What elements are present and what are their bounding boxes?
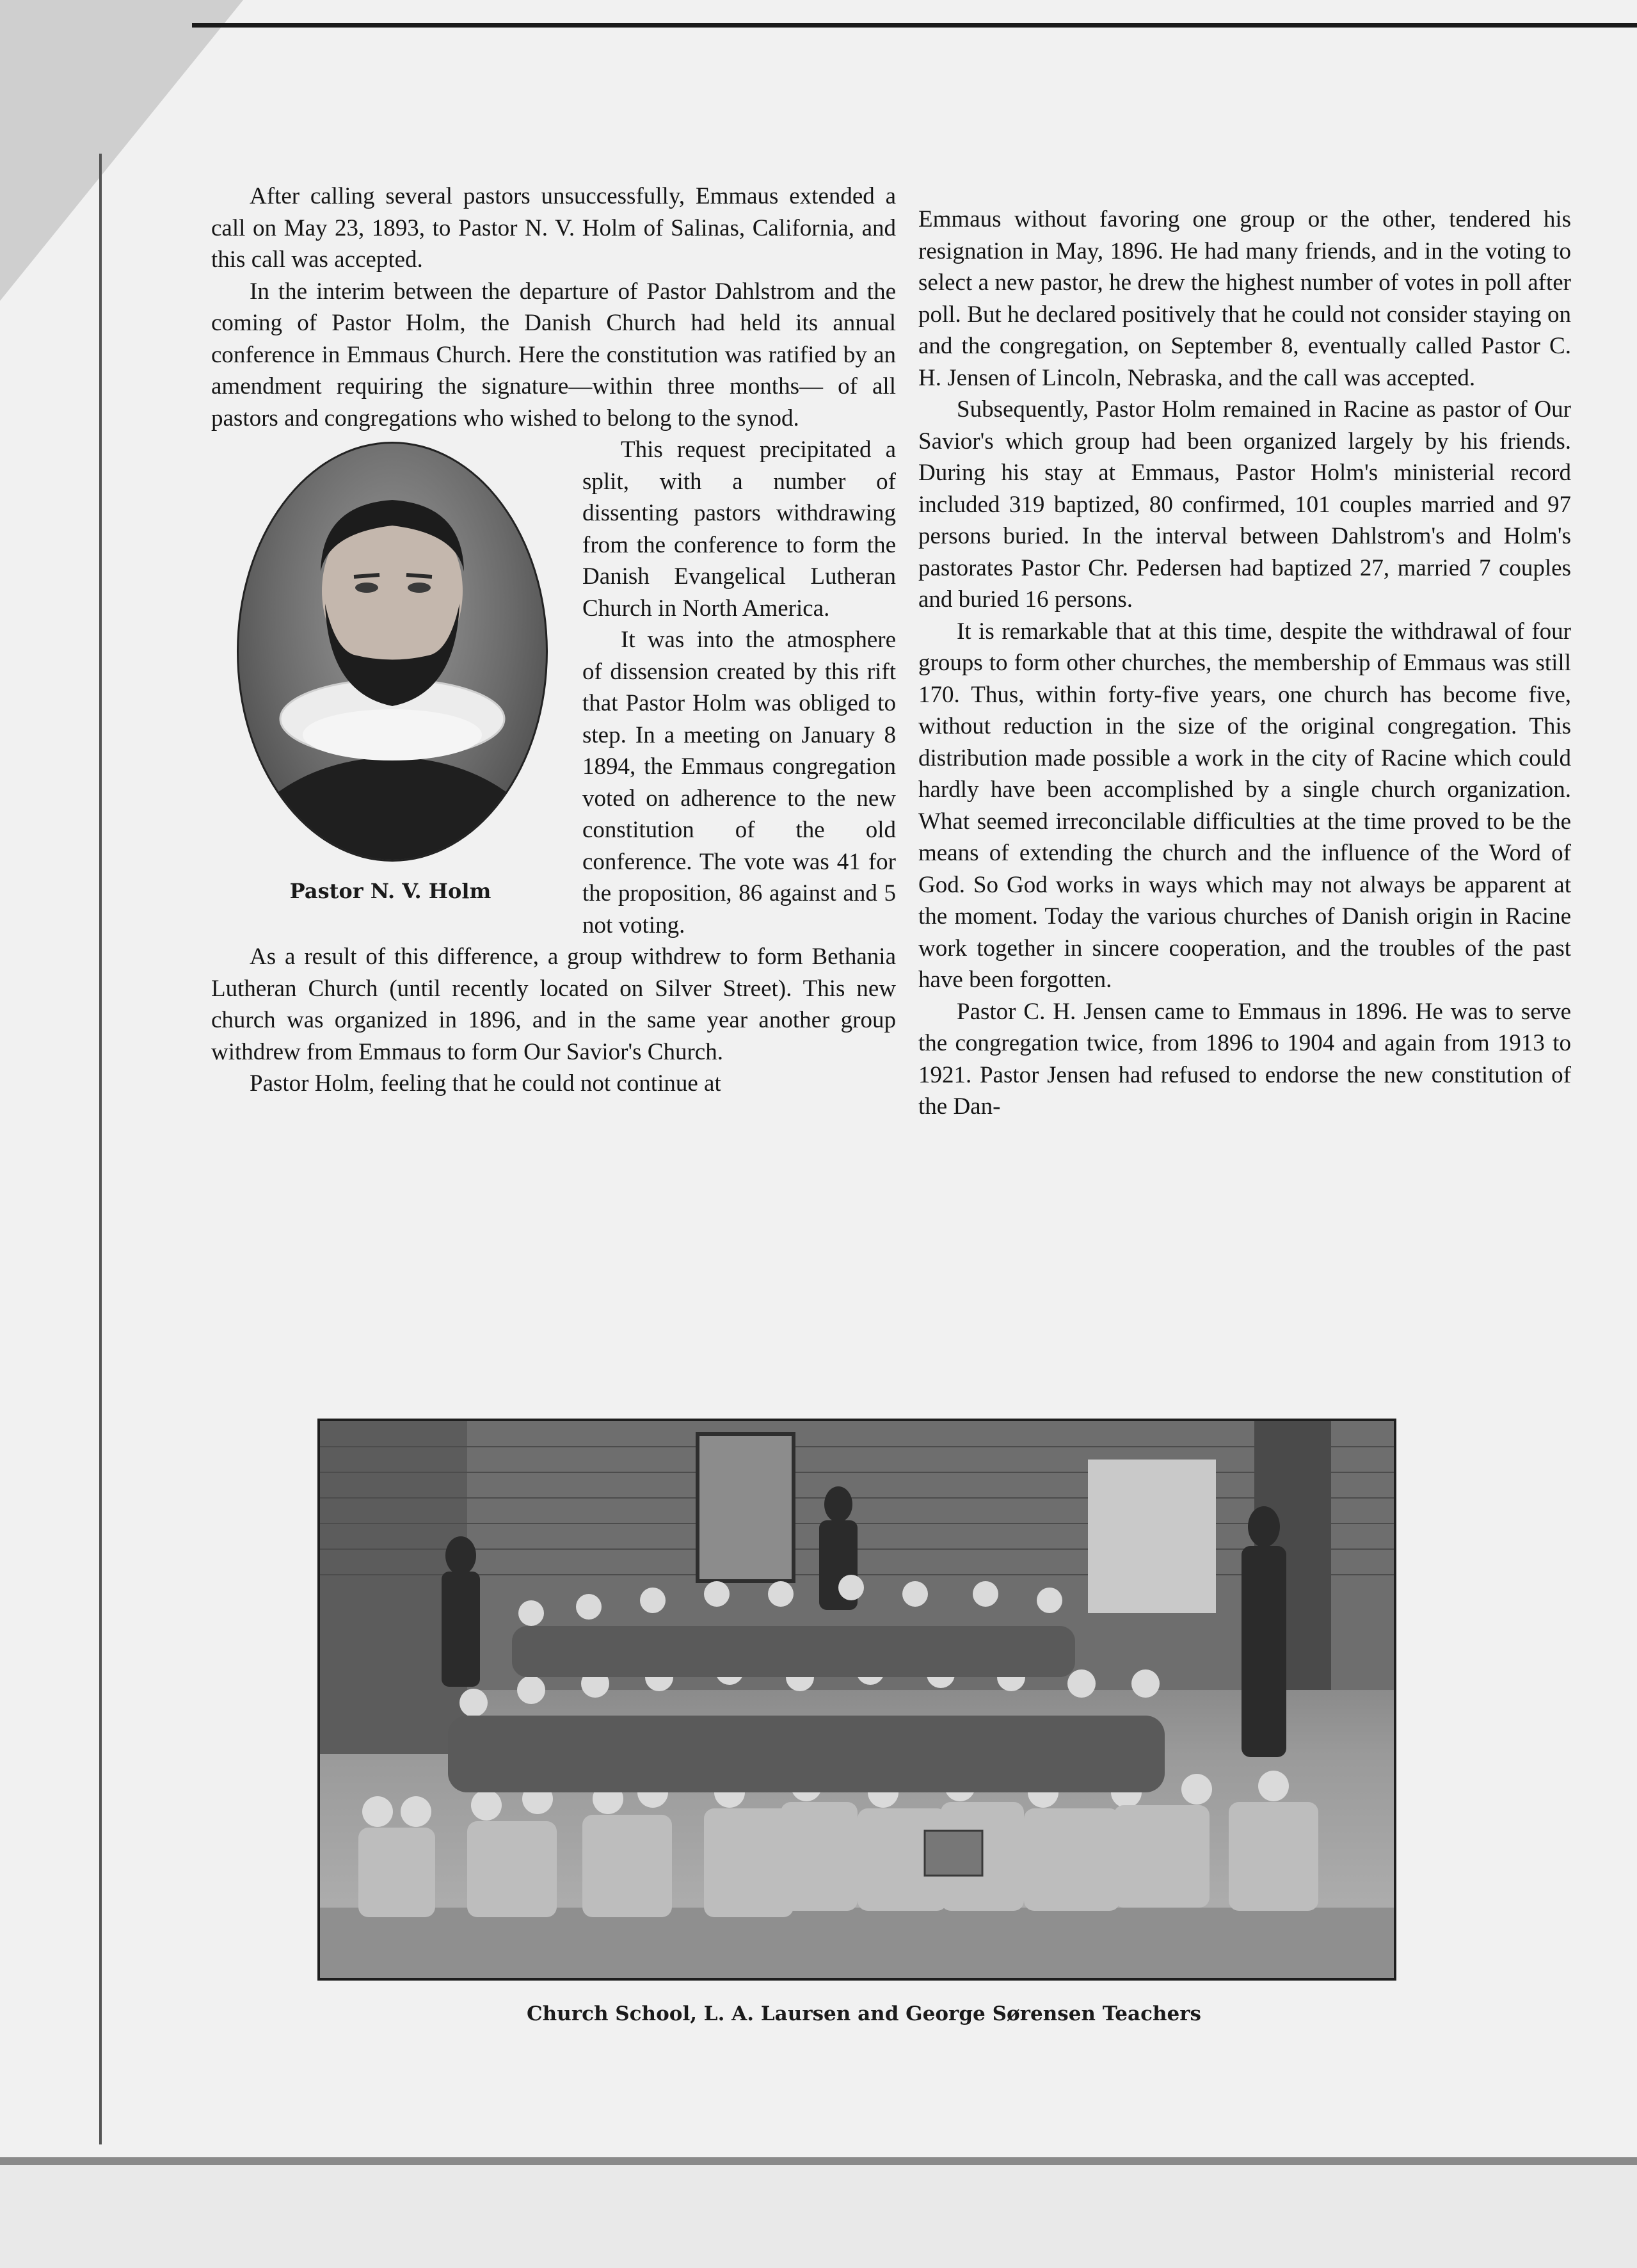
paragraph: Pastor C. H. Jensen came to Emmaus in 1896. He was to serve the congregation twice, from 1896 to 1904 and again from 1913 to 1921. Pastor Jensen had refused to endorse the new constitution of the Dan- — [918, 998, 1571, 1120]
paragraph: Subsequently, Pastor Holm remained in Racine as pastor of Our Savior's which group had been organized largely by his friends. During his stay at Emmaus, Pastor Holm's ministerial record included 319 baptized, 80 confirmed, 101 couples married and 97 persons buried. In the interval between Dahlstrom's and Holm's pastorates Pastor Chr. Pedersen had baptized 27, married 7 couples and buried 16 persons. — [918, 396, 1571, 613]
top-rule — [192, 23, 1637, 28]
portrait-caption: Pastor N. V. Holm — [289, 879, 491, 903]
paragraph: In the interim between the departure of Pastor Dahlstrom and the coming of Pastor Holm, the Danish Church had held its annual conference in Emmaus Church. Here the constitution was ratified by an amendment requiring the signature—within three months— of all pastors and congregations who wished to belong to the synod. — [211, 278, 896, 431]
scan-bottom-margin — [0, 2157, 1637, 2268]
paragraph: This request precipitated a split, with a number of dissenting pastors withdrawing from the conference to form the Danish Evangelical Lutheran Church in North America. — [582, 437, 896, 622]
school-group-photo — [317, 1419, 1396, 1981]
paragraph-continuation: Emmaus without favoring one group or the other, tendered his resignation in May, 1896. He had many friends, and in the voting to select a new pastor, he drew the highest number of votes in poll after poll. But he declared positively that he could not consider staying on and the congregation, on September 8, eventually called Pastor C. H. Jensen of Lincoln, Nebraska, and the call was accepted. — [918, 206, 1571, 391]
folded-corner — [0, 0, 243, 301]
portrait-photo — [237, 442, 548, 862]
paragraph: After calling several pastors unsuccessfully, Emmaus extended a call on May 23, 1893, to Pastor N. V. Holm of Salinas, California, and this call was accepted. — [211, 183, 896, 273]
left-margin-rule — [99, 154, 102, 2144]
portrait-icon — [239, 444, 546, 860]
paragraph: It was into the atmosphere of dissension created by this rift that Pastor Holm was obliged to step. In a meeting on January 8 1894, the Emmaus congregation voted on adherence to the new constitution of the old conference. The vote was 41 for the proposition, 86 against and 5 not voting. — [582, 627, 896, 938]
paragraph: Pastor Holm, feeling that he could not continue at — [250, 1070, 721, 1097]
paragraph: As a result of this difference, a group withdrew to form Bethania Lutheran Church (until recently located on Silver Street). This new church was organized in 1896, and in the same year another group withdrew from Emmaus to form Our Savior's Church. — [211, 944, 896, 1065]
group-photo-icon — [320, 1421, 1394, 1978]
left-column — [211, 181, 896, 1100]
portrait-figure — [237, 442, 570, 928]
right-column — [918, 204, 1571, 1123]
school-photo-caption: Church School, L. A. Laursen and George Sørensen Teachers — [527, 2002, 1201, 2025]
paragraph: It is remarkable that at this time, despite the withdrawal of four groups to form other churches, the membership of Emmaus was still 170. Thus, within forty-five years, one church has become five, without reduction in the size of the original congregation. This distribution made possible a work in the city of Racine which could hardly have been accomplished by a single church organization. What seemed irreconcilable difficulties at the time proved to be the means of extending the church and the influence of the Word of God. So God works in ways which may not always be apparent at the moment. Today the various churches of Danish origin in Racine work together in sincere cooperation, and the troubles of the past have been forgotten. — [918, 618, 1571, 993]
